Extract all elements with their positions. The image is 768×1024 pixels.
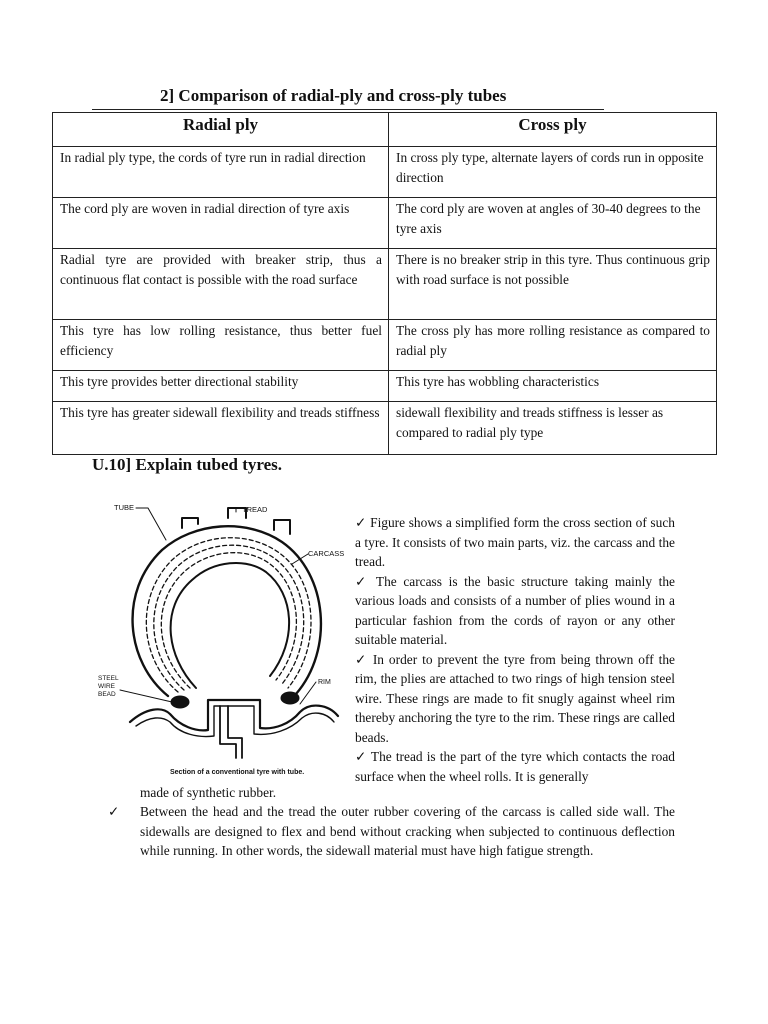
cross-cell: The cross ply has more rolling resistance as compared to radial ply xyxy=(389,320,717,371)
label-bead: BEAD xyxy=(98,691,116,698)
label-tube: TUBE xyxy=(114,503,135,512)
label-steel: STEEL xyxy=(98,675,119,682)
label-rim: RIM xyxy=(318,679,331,686)
cross-cell: There is no breaker strip in this tyre. Thus continuous grip with road surface is not possible xyxy=(389,249,717,320)
carcass-leader xyxy=(292,554,308,564)
table-row xyxy=(53,371,717,402)
bullet-text: The tread is the part of the tyre which contacts the road surface when the wheel rolls. It is generally xyxy=(355,749,675,784)
radial-cell: In radial ply type, the cords of tyre run in radial direction xyxy=(53,147,389,198)
check-mark-icon: ✓ xyxy=(355,515,367,530)
radial-cell: This tyre provides better directional stability xyxy=(53,371,389,402)
table-row xyxy=(53,198,717,249)
radial-cell: The cord ply are woven in radial direction of tyre axis xyxy=(53,198,389,249)
bullet-text: In order to prevent the tyre from being thrown off the rim, the plies are attached to two rings of high tension steel wire. These rings are made to fit snugly against wheel rim thereby anchoring the tyre to the rim. These rings are called beads. xyxy=(355,651,675,745)
inner-tube xyxy=(171,563,290,688)
table-row xyxy=(53,402,717,455)
title-underline xyxy=(92,109,604,110)
header-radial-ply-label: Radial ply xyxy=(182,115,259,134)
bullet-text: Figure shows a simplified form the cross section of such a tyre. It consists of two main parts, viz. the carcass and the tread. xyxy=(355,515,675,569)
tube-leader xyxy=(136,508,166,540)
header-cross-ply xyxy=(389,113,717,147)
continuation-text: made of synthetic rubber. xyxy=(140,785,277,800)
tyre-diagram xyxy=(96,494,346,784)
table-row xyxy=(53,320,717,371)
label-wire: WIRE xyxy=(98,683,115,690)
tubed-tyre-description xyxy=(355,513,675,786)
figure-caption: Section of a conventional tyre with tube. xyxy=(170,769,305,776)
table-row xyxy=(53,147,717,198)
table-row xyxy=(53,249,717,320)
left-bead xyxy=(171,696,189,708)
label-carcass: CARCASS xyxy=(308,549,345,558)
cross-cell: sidewall flexibility and treads stiffness is lesser as compared to radial ply type xyxy=(389,402,717,455)
sidewall-bullet: Between the head and the tread the outer rubber covering of the carcass is called side wall. The sidewalls are designed to flex and bend without cracking when subjected to continuous deflection while running. In other words, the sidewall material must have high fatigue strength. xyxy=(140,804,675,858)
radial-cell: This tyre has greater sidewall flexibility and treads stiffness xyxy=(53,402,389,455)
check-mark-icon: ✓ xyxy=(355,651,368,667)
cross-cell: In cross ply type, alternate layers of cords run in opposite direction xyxy=(389,147,717,198)
radial-cell: Radial tyre are provided with breaker strip, thus a continuous flat contact is possible with the road surface xyxy=(53,249,389,320)
valve-stem xyxy=(220,706,242,758)
radial-cell: This tyre has low rolling resistance, thus better fuel efficiency xyxy=(53,320,389,371)
check-mark-icon: ✓ xyxy=(355,749,367,764)
comparison-table xyxy=(52,112,717,455)
table-header-row xyxy=(53,113,717,147)
bullet-paragraph xyxy=(355,747,675,786)
bullet-paragraph xyxy=(355,513,675,572)
right-bead xyxy=(281,692,299,704)
cross-cell: This tyre has wobbling characteristics xyxy=(389,371,717,402)
label-tread: TREAD xyxy=(242,505,268,514)
check-mark-icon: ✓ xyxy=(108,804,120,819)
bullet-paragraph xyxy=(355,572,675,650)
section-heading: U.10] Explain tubed tyres. xyxy=(92,455,283,474)
bullet-paragraph xyxy=(355,650,675,748)
tyre-cross-section-figure xyxy=(96,494,346,784)
carcass-ply-2 xyxy=(154,545,304,690)
header-radial-ply xyxy=(53,113,389,147)
bullet-text: The carcass is the basic structure taking mainly the various loads and consists of a number of plies wound in a particular fashion from the cords of rayon or any other suitable material. xyxy=(355,573,675,647)
tyre-outer-outline xyxy=(133,526,321,696)
header-cross-ply-label: Cross ply xyxy=(518,115,587,134)
cross-cell: The cord ply are woven at angles of 30-40 degrees to the tyre axis xyxy=(389,198,717,249)
comparison-title: 2] Comparison of radial-ply and cross-ply tubes xyxy=(160,86,507,105)
check-mark-icon: ✓ xyxy=(355,573,370,589)
